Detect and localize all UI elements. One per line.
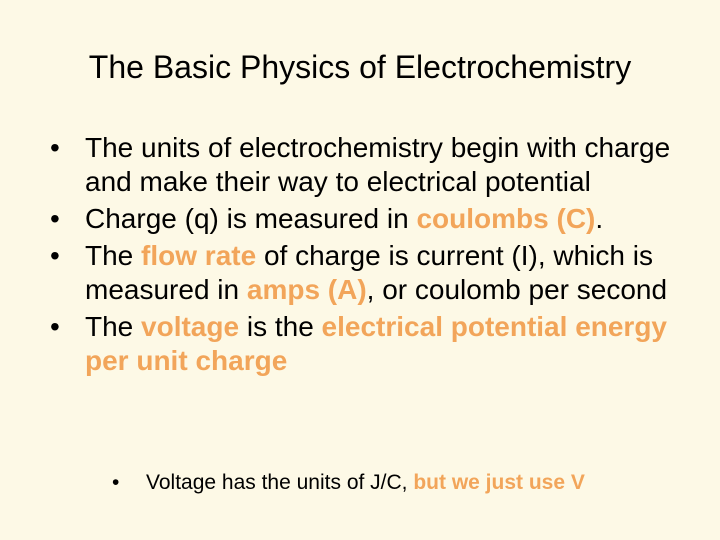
bullet-item <box>50 239 690 307</box>
highlight-term: coulombs (C) <box>416 203 596 234</box>
bullet-dot: • <box>50 203 60 234</box>
bullet-text: is the <box>239 311 322 342</box>
bullet-text: The <box>85 240 142 271</box>
bullet-item <box>50 131 690 199</box>
bullet-text: The units of electrochemistry begin with charge and make their way to electrical potential <box>85 132 671 197</box>
slide-title: The Basic Physics of Electrochemistry <box>88 49 632 85</box>
bullet-dot: • <box>50 311 60 342</box>
highlight-term: flow rate <box>141 240 257 271</box>
sub-bullet-text: Voltage has the units of J/C, <box>146 471 414 494</box>
bullet-list <box>50 131 690 381</box>
bullet-text: , or coulomb per second <box>366 274 668 305</box>
bullet-item <box>50 202 690 236</box>
sub-bullet-dot: • <box>112 471 120 494</box>
bullet-text: of charge is current (I), which is measured in <box>85 240 653 305</box>
bullet-dot: • <box>50 132 60 163</box>
highlight-term: but we just use V <box>413 471 585 494</box>
highlight-term: amps (A) <box>246 274 367 305</box>
bullet-dot: • <box>50 240 60 271</box>
bullet-text: Charge (q) is measured in <box>85 203 417 234</box>
highlight-term: voltage <box>141 311 240 342</box>
highlight-term: electrical potential energy per unit charge <box>85 311 668 376</box>
bullet-text: . <box>595 203 604 234</box>
sub-bullet-item <box>112 469 585 497</box>
bullet-text: The <box>85 311 142 342</box>
bullet-item <box>50 310 690 378</box>
